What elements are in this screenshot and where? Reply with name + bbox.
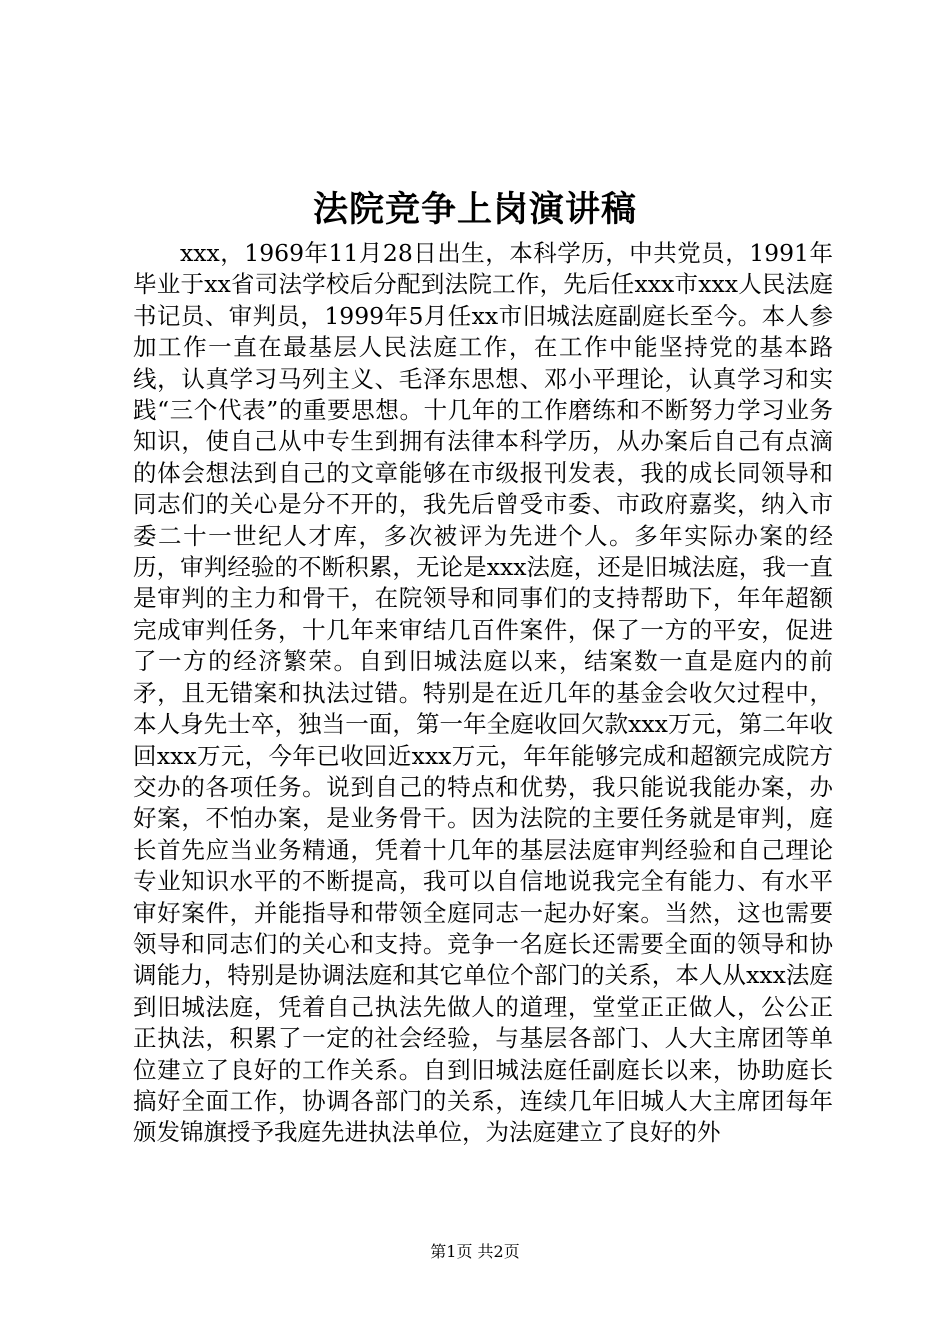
page-footer: 第1页 共2页 xyxy=(430,1242,520,1261)
document-body-paragraph: xxx，1969年11月28日出生，本科学历，中共党员，1991年毕业于xx省司法学校后分配到法院工作，先后任xxx市xxx人民法庭书记员、审判员，1999年5月任xx市旧城法庭副庭长至今。本人参加工作一直在最基层人民法庭工作，在工作中能坚持党的基本路线，认真学习马列主义、毛泽东思想、邓小平理论，认真学习和实践“三个代表”的重要思想。十几年的工作磨练和不断努力学习业务知识，使自己从中专生到拥有法律本科学历，从办案后自己有点滴的体会想法到自己的文章能够在市级报刊发表，我的成长同领导和同志们的关心是分不开的，我先后曾受市委、市政府嘉奖，纳入市委二十一世纪人才库，多次被评为先进个人。多年实际办案的经历，审判经验的不断积累，无论是xxx法庭，还是旧城法庭，我一直是审判的主力和骨干，在院领导和同事们的支持帮助下，年年超额完成审判任务，十几年来审结几百件案件，保了一方的平安，促进了一方的经济繁荣。自到旧城法庭以来，结案数一直是庭内的前矛，且无错案和执法过错。特别是在近几年的基金会收欠过程中，本人身先士卒，独当一面，第一年全庭收回欠款xxx万元，第二年收回xxx万元，今年已收回近xxx万元，年年能够完成和超额完成院方交办的各项任务。说到自己的特点和优势，我只能说我能办案，办好案，不怕办案，是业务骨干。因为法院的主要任务就是审判，庭长首先应当业务精通，凭着十几年的基层法庭审判经验和自己理论专业知识水平的不断提高，我可以自信地说我完全有能力、有水平审好案件，并能指导和带领全庭同志一起办好案。当然，这也需要领导和同志们的关心和支持。竞争一名庭长还需要全面的领导和协调能力，特别是协调法庭和其它单位个部门的关系，本人从xxx法庭到旧城法庭，凭着自己执法先做人的道理，堂堂正正做人，公公正正执法，积累了一定的社会经验，与基层各部门、人大主席团等单位建立了良好的工作关系。自到旧城法庭任副庭长以来，协助庭长搞好全面工作，协调各部门的关系，连续几年旧城人大主席团每年颁发锦旗授予我庭先进执法单位，为法庭建立了良好的外 xyxy=(133,239,833,1147)
document-title: 法院竞争上岗演讲稿 xyxy=(312,189,637,230)
